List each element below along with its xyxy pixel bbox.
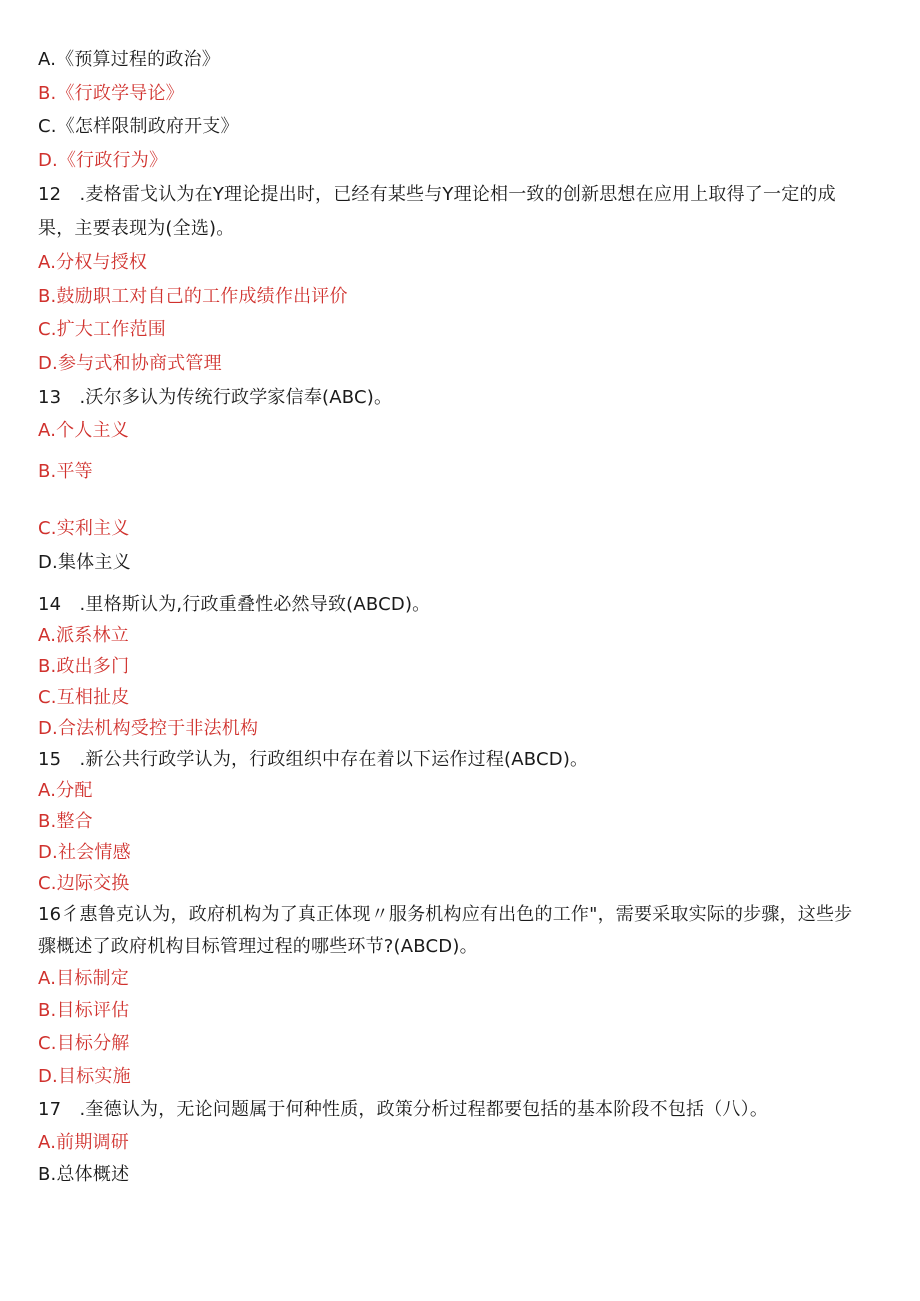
q16-question-line2: 骤概述了政府机构目标管理过程的哪些环节?(ABCD)。 [38,936,478,957]
q12-question-line2: 果，主要表现为(全选)。 [38,218,235,239]
q11-option-d: D.《行政行为》 [38,150,168,171]
q11-option-b: B.《行政学导论》 [38,83,184,104]
q17-option-a: A.前期调研 [38,1132,129,1153]
q15-option-a: A.分配 [38,780,93,801]
q11-option-a: A.《预算过程的政治》 [38,49,220,70]
q15-option-c: C.边际交换 [38,873,130,894]
q13-option-b: B.平等 [38,461,93,482]
q13-option-c: C.实利主义 [38,518,130,539]
q16-option-b: B.目标评估 [38,1000,130,1021]
q16-question-line1: 16彳惠鲁克认为，政府机构为了真正体现〃服务机构应有出色的工作"，需要采取实际的步骤，这些步 [38,904,853,925]
q15-question: 15 .新公共行政学认为，行政组织中存在着以下运作过程(ABCD)。 [38,749,589,770]
q12-option-a: A.分权与授权 [38,252,148,273]
q13-option-d: D.集体主义 [38,552,131,573]
q12-option-b: B.鼓励职工对自己的工作成绩作出评价 [38,286,348,307]
q14-option-d: D.合法机构受控于非法机构 [38,718,259,739]
q17-question: 17 .奎德认为，无论问题属于何种性质，政策分析过程都要包括的基本阶段不包括（八）。 [38,1099,769,1120]
q17-option-b: B.总体概述 [38,1164,130,1185]
q16-option-c: C.目标分解 [38,1033,130,1054]
q14-question: 14 .里格斯认为,行政重叠性必然导致(ABCD)。 [38,594,431,615]
q13-option-a: A.个人主义 [38,420,129,441]
q15-option-b: B.整合 [38,811,93,832]
q16-option-d: D.目标实施 [38,1066,131,1087]
q12-question-line1: 12 .麦格雷戈认为在Y理论提出时，已经有某些与Y理论相一致的创新思想在应用上取得了一定的成 [38,184,836,205]
q14-option-b: B.政出多门 [38,656,130,677]
q14-option-c: C.互相扯皮 [38,687,130,708]
q16-option-a: A.目标制定 [38,968,129,989]
q11-option-c: C.《怎样限制政府开支》 [38,116,239,137]
q13-question: 13 .沃尔多认为传统行政学家信奉(ABC)。 [38,387,393,408]
q14-option-a: A.派系林立 [38,625,129,646]
q15-option-d: D.社会情感 [38,842,131,863]
q12-option-d: D.参与式和协商式管理 [38,353,222,374]
q12-option-c: C.扩大工作范围 [38,319,166,340]
